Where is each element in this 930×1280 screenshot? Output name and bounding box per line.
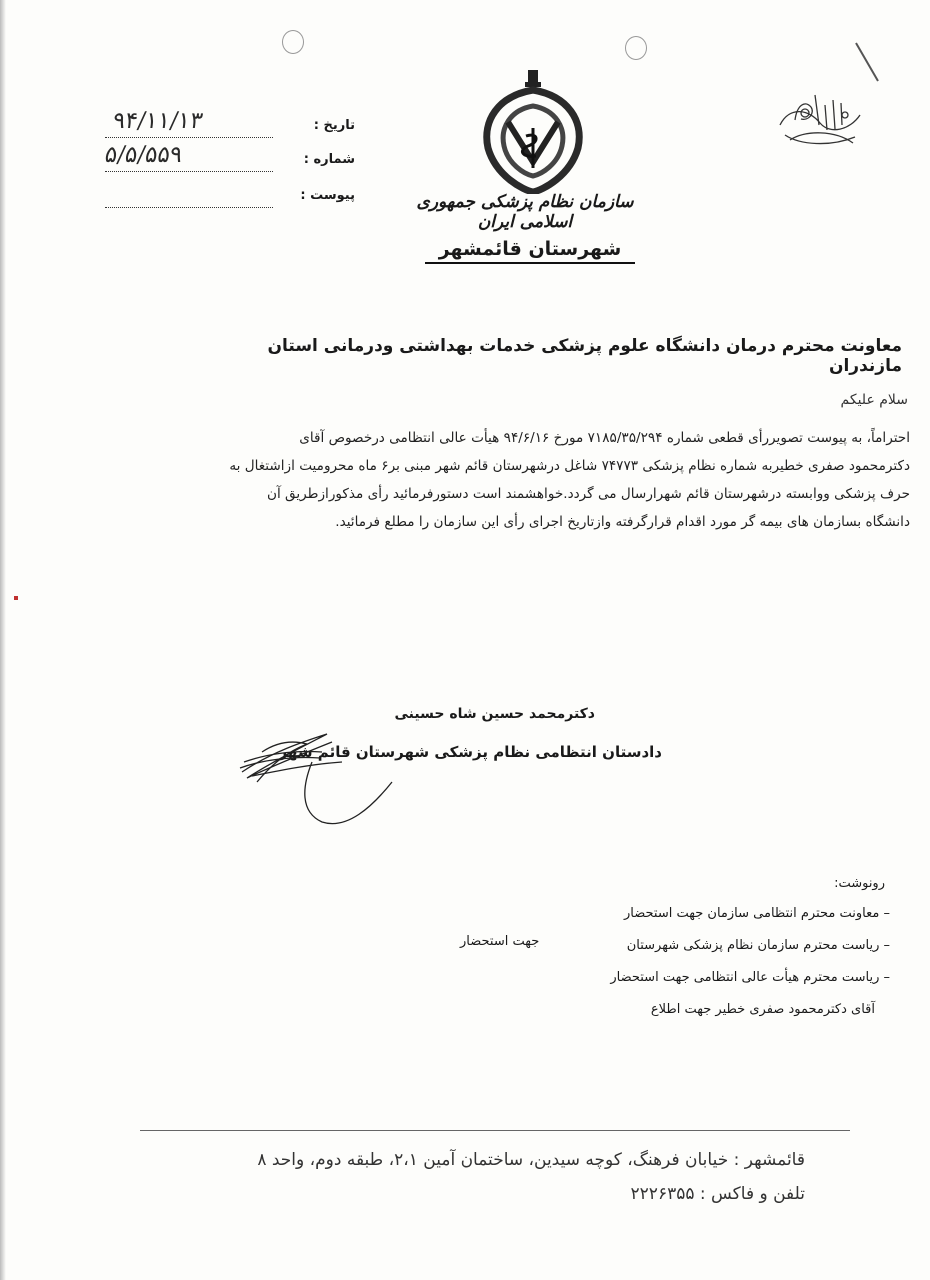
letter-body bbox=[20, 424, 910, 536]
body-line: احتراماً، به پیوست تصویررأی قطعی شماره ۷۱۸۵/۳۵/۲۹۴ مورخ ۹۴/۶/۱۶ هیأت عالی انتظامی درخصوص آقای bbox=[299, 430, 910, 446]
cc-side-note: جهت استحضار bbox=[460, 934, 540, 949]
date-value: ۹۴/۱۱/۱۳ bbox=[111, 108, 205, 134]
punch-hole-left bbox=[282, 30, 304, 54]
attachment-row bbox=[105, 184, 355, 214]
cc-header: رونوشت: bbox=[834, 876, 885, 891]
body-line: دانشگاه بسازمان های بیمه گر مورد اقدام قرارگرفته وازتاریخ اجرای رأی این سازمان را مطلع فرمائید. bbox=[335, 514, 910, 530]
bismillah-calligraphy-icon bbox=[775, 85, 865, 155]
body-line: دکترمحمود صفری خطیربه شماره نظام پزشکی ۷۴۷۷۳ شاغل درشهرستان قائم شهر مبنی بر۶ ماه محرومیت ازاشتغال به bbox=[229, 458, 910, 474]
footer-address: قائمشهر : خیابان فرهنگ، کوچه سیدین، ساختمان آمین ۲،۱، طبقه دوم، واحد ۸ bbox=[257, 1150, 805, 1170]
footer-divider bbox=[140, 1130, 850, 1131]
medical-council-emblem-icon bbox=[478, 66, 588, 194]
cc-item: – معاونت محترم انتظامی سازمان جهت استحضار bbox=[624, 906, 890, 921]
punch-hole-right bbox=[625, 36, 647, 60]
number-row bbox=[103, 142, 355, 178]
number-value: ۵/۵/۵۵۹ bbox=[103, 142, 185, 168]
number-label: شماره : bbox=[303, 152, 355, 167]
salutation: سلام علیکم bbox=[840, 392, 908, 408]
signer-title: دادستان انتظامی نظام پزشکی شهرستان قائم شهر bbox=[278, 743, 662, 761]
attachment-label: پیوست : bbox=[300, 188, 355, 203]
scan-mark bbox=[855, 42, 879, 81]
cc-item: – ریاست محترم سازمان نظام پزشکی شهرستان bbox=[626, 938, 890, 953]
signer-name: دکترمحمد حسین شاه حسینی bbox=[394, 706, 595, 722]
recipient: معاونت محترم درمان دانشگاه علوم پزشکی خدمات بهداشتی ودرمانی استان مازندران bbox=[267, 336, 902, 376]
attachment-dotted-line bbox=[105, 207, 273, 208]
handwritten-signature-icon bbox=[232, 712, 402, 832]
scan-speck bbox=[14, 596, 18, 600]
cc-item: آقای دکترمحمود صفری خطیر جهت اطلاع bbox=[650, 1002, 875, 1017]
body-line: حرف پزشکی ووابسته درشهرستان قائم شهرارسال می گردد.خواهشمند است دستورفرمائید رأی مذکورازطریق آن bbox=[266, 486, 910, 502]
city-name: شهرستان قائمشهر bbox=[425, 238, 635, 264]
scan-edge bbox=[0, 0, 6, 1280]
footer-phone: تلفن و فاکس : ۲۲۲۶۳۵۵ bbox=[630, 1184, 805, 1204]
number-dotted-line bbox=[105, 171, 273, 172]
date-label: تاریخ : bbox=[313, 118, 355, 133]
date-dotted-line bbox=[105, 137, 273, 138]
date-row bbox=[105, 108, 355, 144]
cc-item: – ریاست محترم هیأت عالی انتظامی جهت استحضار bbox=[610, 970, 890, 985]
organization-name: سازمان نظام پزشکی جمهوری اسلامی ایران bbox=[416, 192, 634, 232]
